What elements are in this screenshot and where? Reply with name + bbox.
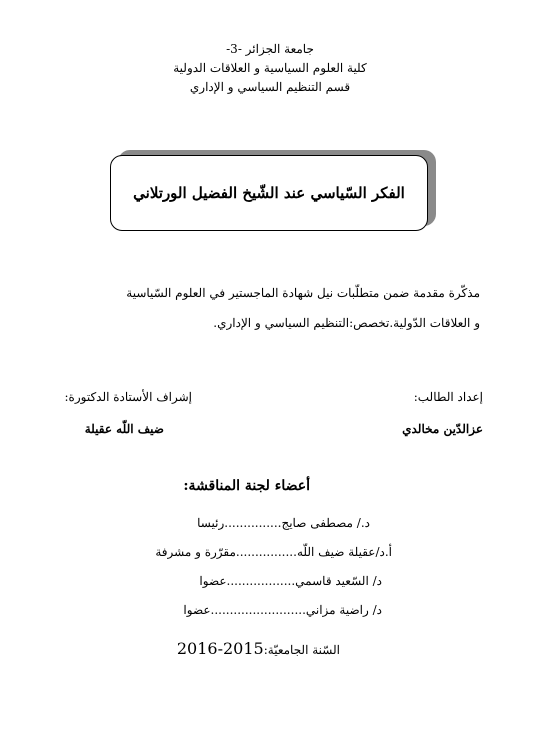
jury-list [155, 512, 392, 628]
memo-line-2: و العلاقات الدّولية.تخصص:التنظيم السياسي و الإداري. [213, 316, 480, 330]
jury-member: د/ راضية مزاني.........................عضوا [183, 603, 382, 617]
jury-member: أ.د/عقيلة ضيف اللّه................مقرّرة و مشرفة [155, 545, 392, 559]
supervisor-name: ضيف اللّه عقيلة [84, 422, 164, 436]
memo-statement [60, 278, 480, 338]
student-label: إعداد الطالب: [413, 390, 483, 404]
thesis-title: الفكر السّياسي عند الشّيخ الفضيل الورتلاني [133, 184, 405, 202]
title-box [110, 155, 428, 231]
academic-year [177, 639, 340, 658]
faculty-name: كلية العلوم السياسية و العلاقات الدولية [173, 61, 367, 75]
department-name: قسم التنظيم السياسي و الإداري [189, 80, 351, 94]
supervisor-label: إشراف الأستادة الدكتورة: [64, 390, 192, 404]
jury-member: د./ مصطفى صايج...............رئيسا [197, 516, 370, 530]
jury-member: د/ السّعيد قاسمي..................عضوا [199, 574, 382, 588]
memo-line-1: مذكّرة مقدمة ضمن متطلّبات نيل شهادة الماجستير في العلوم السّياسية [126, 286, 480, 300]
jury-title: أعضاء لجنة المناقشة: [183, 478, 310, 494]
academic-year-value: 2015-2016 [176, 639, 264, 658]
institution-header [0, 40, 540, 97]
university-name: جامعة الجزائر -3- [226, 42, 314, 56]
student-name: عزالدّين مخالدي [402, 422, 483, 436]
academic-year-label: السّنة الجامعيّة: [263, 643, 340, 657]
